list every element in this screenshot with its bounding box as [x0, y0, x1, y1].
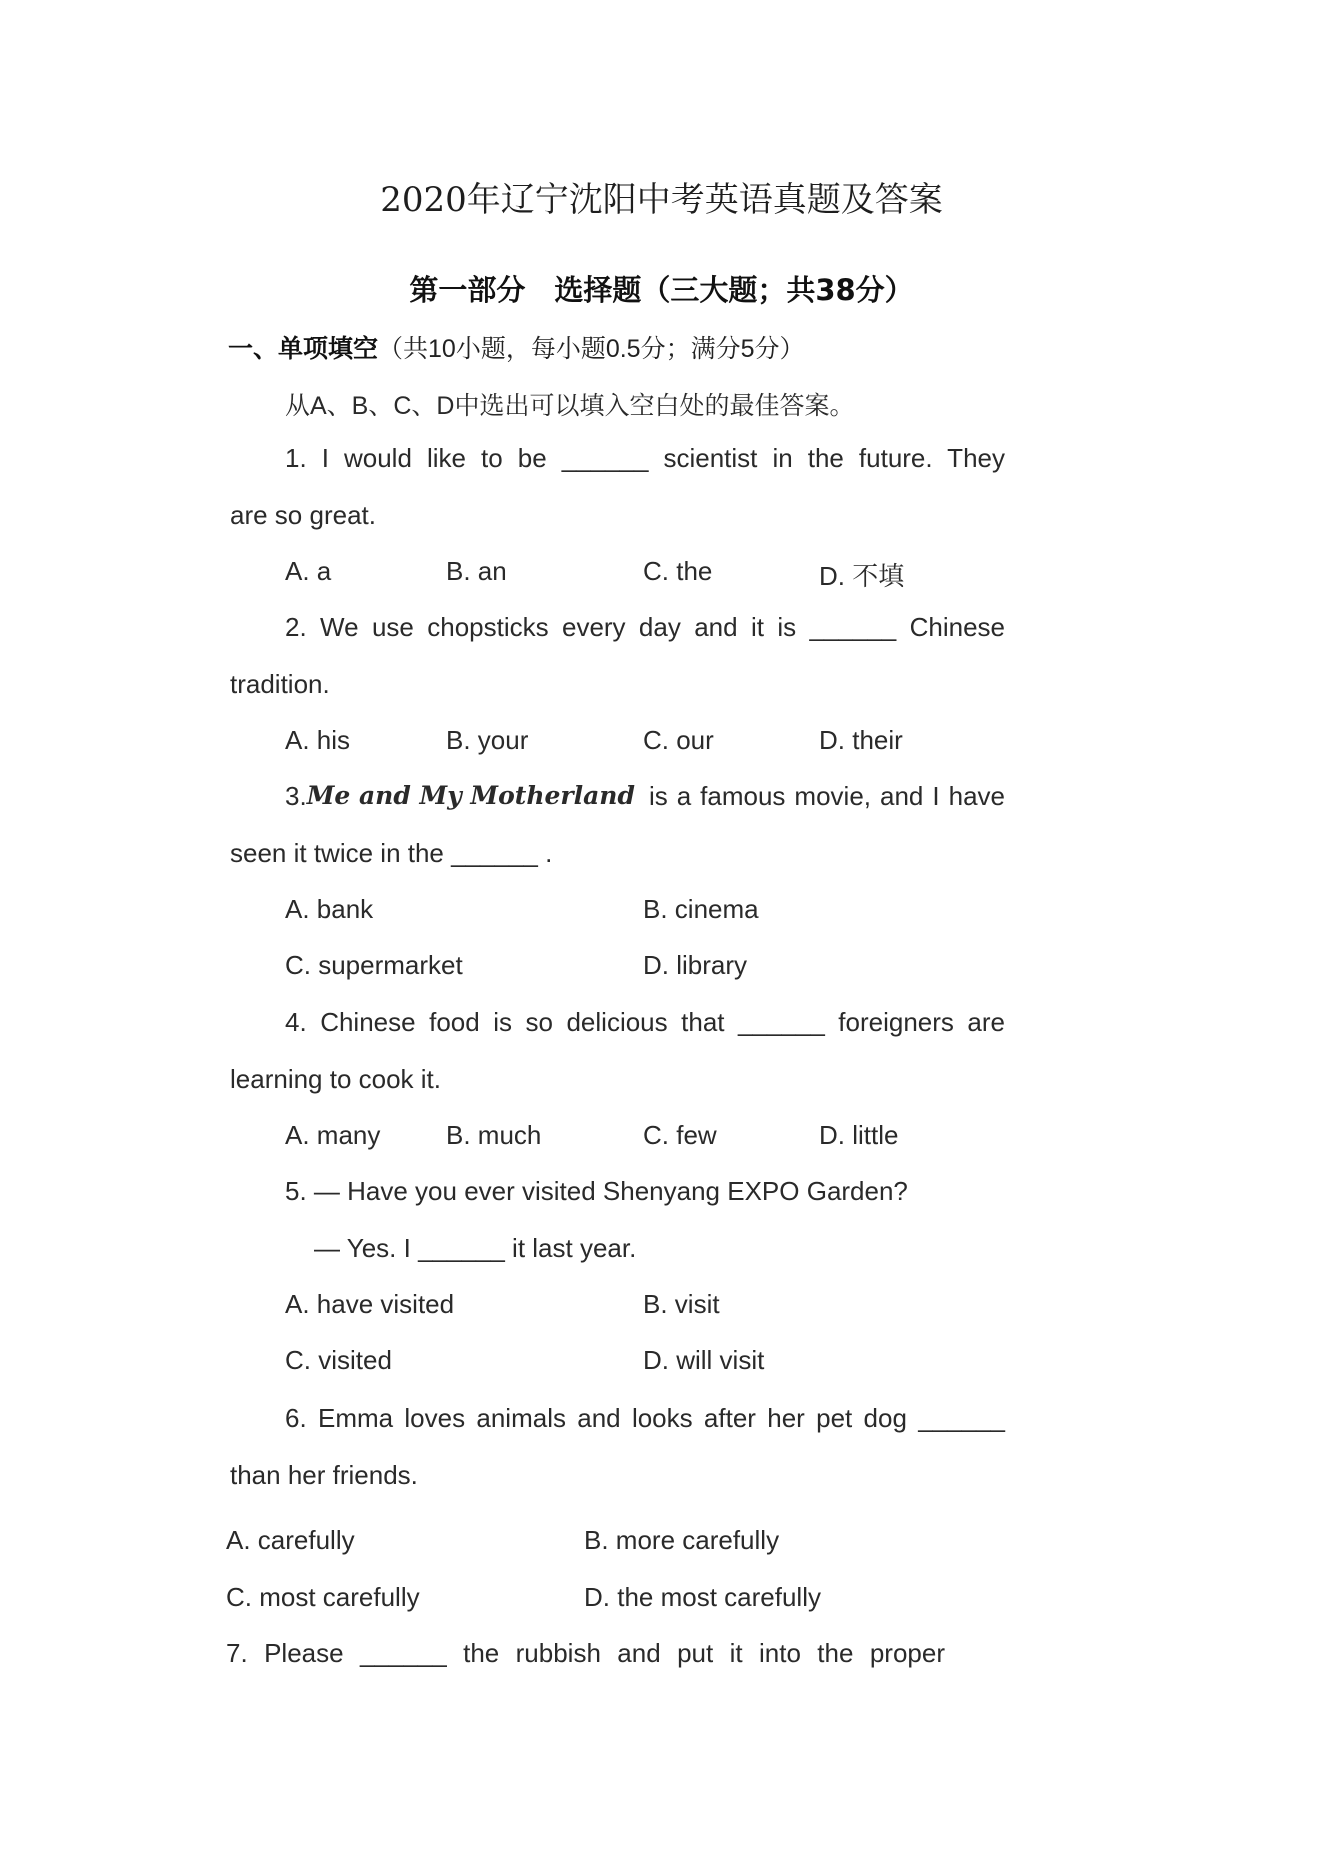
section-note: （共10小题，每小题0.5分；满分5分） [378, 335, 805, 363]
q2-option-d: D. their [819, 725, 903, 755]
q5-option-d: D. will visit [643, 1345, 765, 1375]
q1-stem-line2: are so great. [230, 500, 376, 530]
q3-stem-line1 [285, 781, 1005, 812]
q2-option-c: C. our [643, 725, 714, 755]
q1-option-c: C. the [643, 556, 713, 586]
q6-stem-line2: than her friends. [230, 1460, 418, 1490]
q3-stem-rest: is a famous movie, and I have [648, 781, 1005, 811]
q3-movie-title: Me and My Motherland [306, 781, 635, 810]
q4-option-b: B. much [446, 1120, 542, 1150]
q6-option-c: C. most carefully [226, 1582, 420, 1612]
q4-stem-line2: learning to cook it. [230, 1064, 442, 1094]
q1-option-b: B. an [446, 556, 507, 586]
q7-stem-line1: 7. Please ______ the rubbish and put it into the proper [226, 1638, 945, 1668]
q4-stem-line1: 4. Chinese food is so delicious that ______ foreigners are [285, 1007, 1005, 1037]
q2-option-a: A. his [285, 725, 351, 755]
q6-option-d: D. the most carefully [584, 1582, 821, 1612]
q2-stem-line2: tradition. [230, 669, 330, 699]
section-heading [228, 329, 804, 365]
section-instruction: 从A、B、C、D中选出可以填入空白处的最佳答案。 [285, 392, 855, 420]
q5-option-c: C. visited [285, 1345, 392, 1375]
q3-option-a: A. bank [285, 894, 374, 924]
q3-option-b: B. cinema [643, 894, 759, 924]
q5-stem-line2: — Yes. I ______ it last year. [314, 1233, 637, 1263]
q1-option-d: D. 不填 [819, 561, 905, 591]
q6-option-a: A. carefully [226, 1525, 355, 1555]
document-title: 2020年辽宁沈阳中考英语真题及答案 [380, 180, 943, 220]
q4-option-a: A. many [285, 1120, 381, 1150]
q3-option-c: C. supermarket [285, 950, 463, 980]
part-heading: 第一部分 选择题（三大题；共38分） [409, 273, 914, 307]
q1-option-a: A. a [285, 556, 332, 586]
q5-stem-line1: 5. — Have you ever visited Shenyang EXPO Garden? [285, 1176, 908, 1206]
q3-number: 3. [285, 781, 307, 811]
q4-option-d: D. little [819, 1120, 899, 1150]
section-label: 一、单项填空 [228, 335, 379, 363]
q1-stem-line1: 1. I would like to be ______ scientist in the future. They [285, 443, 1005, 473]
q5-option-a: A. have visited [285, 1289, 455, 1319]
q5-option-b: B. visit [643, 1289, 720, 1319]
q6-option-b: B. more carefully [584, 1525, 780, 1555]
q4-option-c: C. few [643, 1120, 717, 1150]
q2-option-b: B. your [446, 725, 529, 755]
q3-stem-line2: seen it twice in the ______ . [230, 838, 553, 868]
q3-option-d: D. library [643, 950, 748, 980]
q6-stem-line1: 6. Emma loves animals and looks after her pet dog ______ [285, 1403, 1005, 1433]
q2-stem-line1: 2. We use chopsticks every day and it is ______ Chinese [285, 612, 1005, 642]
